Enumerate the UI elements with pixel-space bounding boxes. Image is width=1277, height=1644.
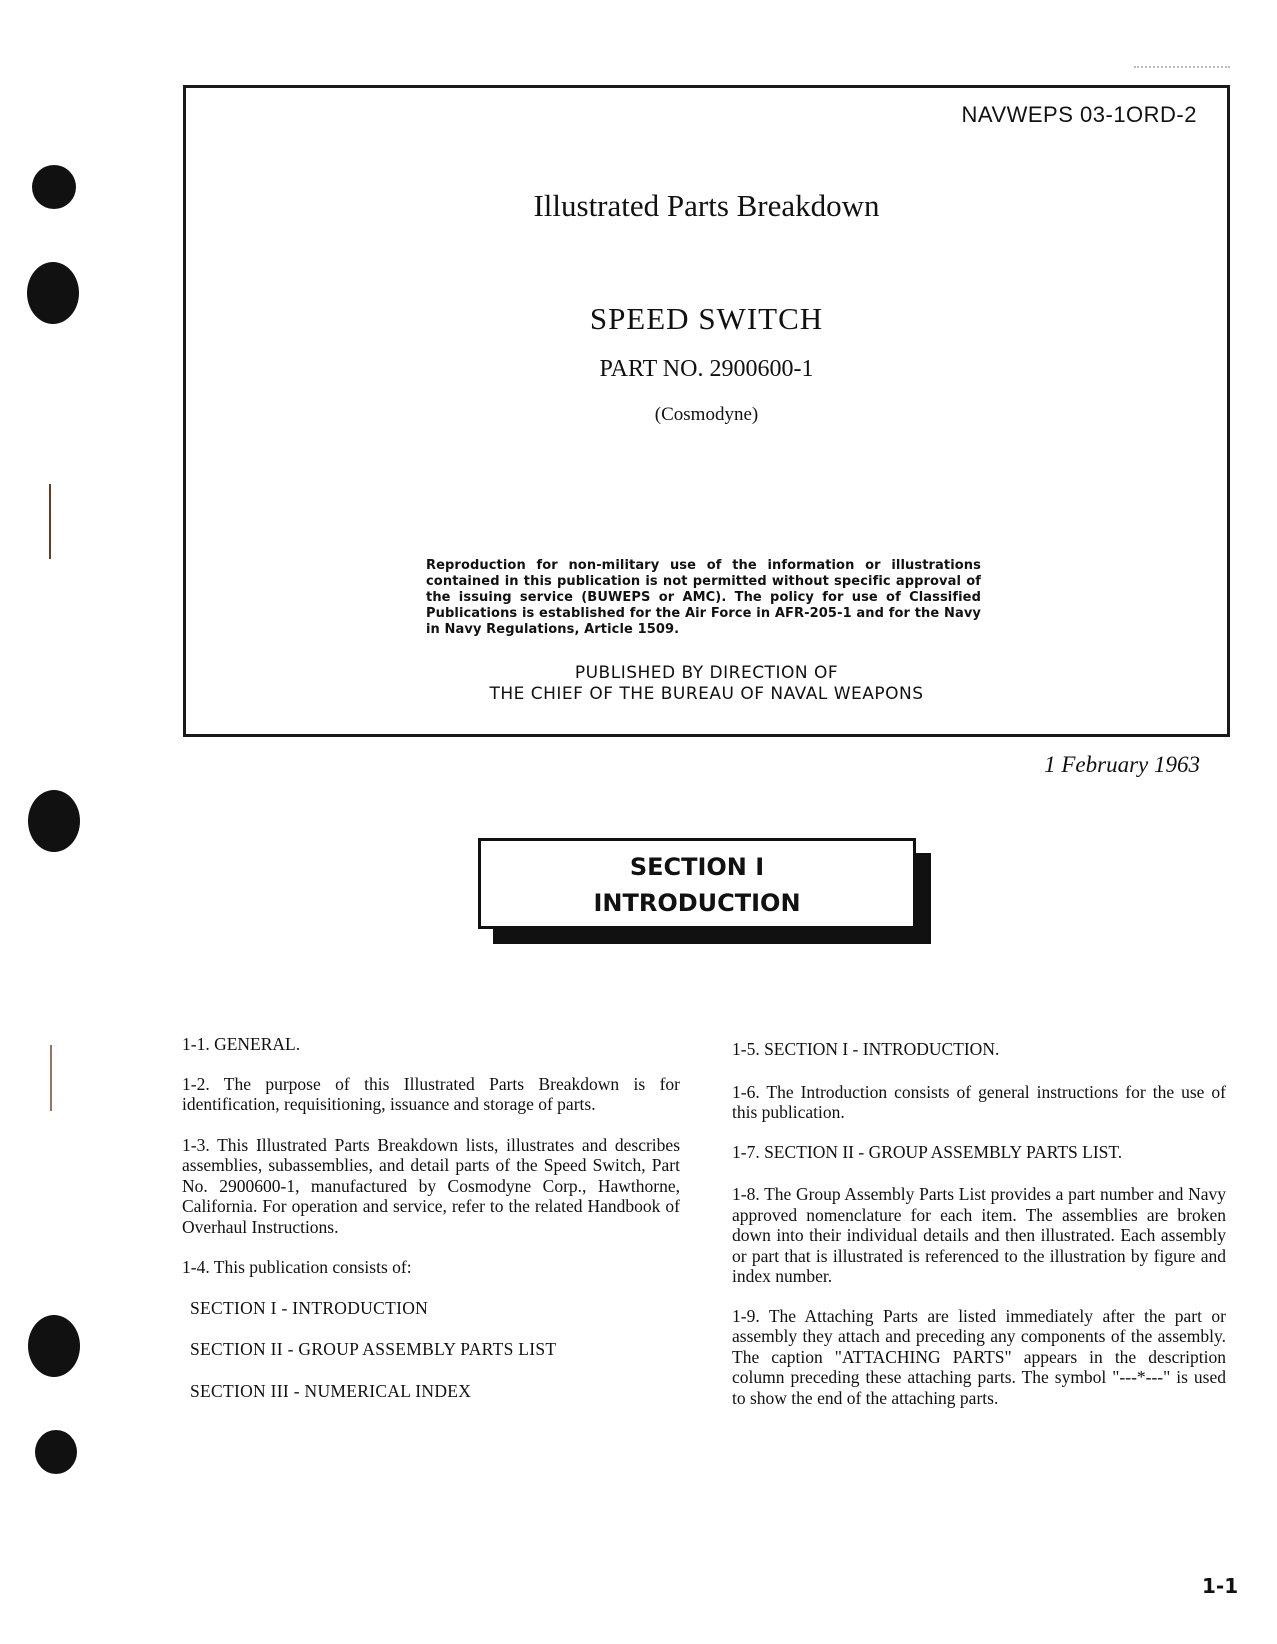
page-number: 1-1 xyxy=(1202,1574,1239,1598)
publication-title: Illustrated Parts Breakdown xyxy=(533,188,880,223)
paragraph-1-9: 1-9. The Attaching Parts are listed immediately after the part or assembly they attach and preceding any components of the assembly. The caption "ATTACHING PARTS" appears in the description column preceding these attaching parts. The symbol "---*---" is used to show the end of the attaching parts. xyxy=(732,1305,1226,1408)
title-block xyxy=(183,85,1230,737)
paragraph-1-5: 1-5. SECTION I - INTRODUCTION. xyxy=(732,1039,1000,1059)
section-label: SECTION I xyxy=(629,853,765,881)
scan-artifact xyxy=(1134,66,1230,68)
margin-mark xyxy=(49,484,51,559)
right-column xyxy=(732,1039,1226,1427)
publisher-statement xyxy=(186,663,1227,705)
paragraph-1-6: 1-6. The Introduction consists of general instructions for the use of this publication. xyxy=(732,1081,1226,1122)
paragraph-1-7: 1-7. SECTION II - GROUP ASSEMBLY PARTS LIST. xyxy=(732,1141,1123,1162)
section-heading xyxy=(478,838,916,929)
manufacturer: (Cosmodyne) xyxy=(654,404,759,425)
part-number: PART NO. 2900600-1 xyxy=(599,356,814,382)
binder-hole xyxy=(28,790,80,852)
binder-hole xyxy=(35,1430,77,1474)
publisher-line: PUBLISHED BY DIRECTION OF xyxy=(574,663,839,683)
binder-hole xyxy=(28,1315,80,1377)
contents-item: SECTION I - INTRODUCTION xyxy=(190,1297,429,1318)
left-column xyxy=(182,1034,680,1422)
paragraph-1-3: 1-3. This Illustrated Parts Breakdown lists, illustrates and describes assemblies, subassemblies, and detail parts of the Speed Switch, Part No. 2900600-1, manufactured by Cosmodyne Corp., Hawthorne, California. For operation and service, refer to the related Handbook of Overhaul Instructions. xyxy=(182,1134,680,1237)
publication-date: 1 February 1963 xyxy=(1044,752,1200,777)
paragraph-1-8: 1-8. The Group Assembly Parts List provides a part number and Navy approved nomenclature for each item. The assemblies are broken down into their individual details and then illustrated. Each assembly or part that is illustrated is referenced to the illustration by figure and index number. xyxy=(732,1184,1226,1286)
paragraph-1-2: 1-2. The purpose of this Illustrated Parts Breakdown is for identification, requisitioning, issuance and storage of parts. xyxy=(182,1073,680,1114)
paragraph-1-1: 1-1. GENERAL. xyxy=(182,1034,301,1054)
binder-hole xyxy=(27,262,79,324)
publisher-line: THE CHIEF OF THE BUREAU OF NAVAL WEAPONS xyxy=(489,684,924,704)
item-title: SPEED SWITCH xyxy=(589,301,824,336)
section-name: INTRODUCTION xyxy=(593,889,801,917)
paragraph-1-4: 1-4. This publication consists of: xyxy=(182,1257,412,1277)
margin-mark xyxy=(50,1045,52,1111)
binder-hole xyxy=(32,165,76,209)
document-number: NAVWEPS 03-1ORD-2 xyxy=(961,102,1197,127)
contents-item: SECTION III - NUMERICAL INDEX xyxy=(190,1380,472,1401)
contents-item: SECTION II - GROUP ASSEMBLY PARTS LIST xyxy=(190,1339,557,1359)
reproduction-notice: Reproduction for non-military use of the information or illustrations contained in this publication is not permitted without specific approval of the issuing service (BUWEPS or AMC). The policy for use of Classified Publications is established for the Air Force in AFR-205-1 and for the Navy in Navy Regulations, Article 1509. xyxy=(426,558,981,637)
